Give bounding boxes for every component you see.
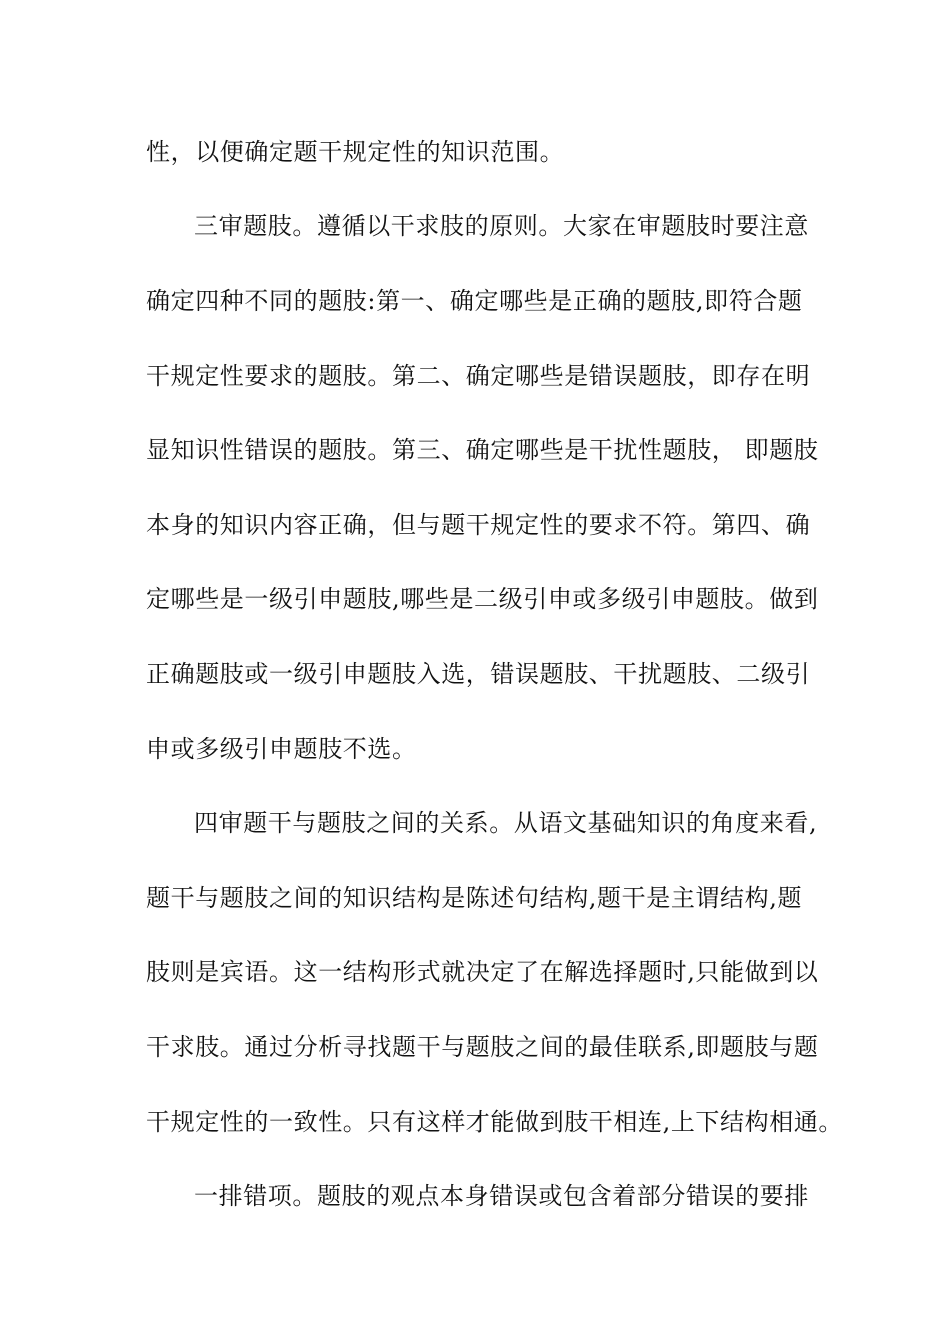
paragraph-start-line: 三审题肢。遵循以干求肢的原则。大家在审题肢时要注意 <box>194 212 809 240</box>
text-line: 题干与题肢之间的知识结构是陈述句结构,题干是主谓结构,题 <box>146 884 803 912</box>
text-line: 申或多级引申题肢不选。 <box>146 735 417 763</box>
text-line: 干求肢。通过分析寻找题干与题肢之间的最佳联系,即题肢与题 <box>146 1033 819 1061</box>
text-line: 确定四种不同的题肢:第一、确定哪些是正确的题肢,即符合题 <box>146 287 803 315</box>
text-line: 正确题肢或一级引申题肢入选，错误题肢、干扰题肢、二级引 <box>146 660 811 688</box>
text-line: 显知识性错误的题肢。第三、确定哪些是干扰性题肢， 即题肢 <box>146 436 819 464</box>
text-line: 干规定性要求的题肢。第二、确定哪些是错误题肢，即存在明 <box>146 362 811 390</box>
text-line: 干规定性的一致性。只有这样才能做到肢干相连,上下结构相通。 <box>146 1108 844 1136</box>
paragraph-start-line: 一排错项。题肢的观点本身错误或包含着部分错误的要排 <box>194 1182 809 1210</box>
text-line: 本身的知识内容正确，但与题干规定性的要求不符。第四、确 <box>146 511 811 539</box>
paragraph-start-line: 四审题干与题肢之间的关系。从语文基础知识的角度来看, <box>194 809 818 837</box>
text-line: 肢则是宾语。这一结构形式就决定了在解选择题时,只能做到以 <box>146 958 819 986</box>
text-line: 定哪些是一级引申题肢,哪些是二级引申或多级引申题肢。做到 <box>146 585 819 613</box>
text-line: 性，以便确定题干规定性的知识范围。 <box>146 138 565 166</box>
